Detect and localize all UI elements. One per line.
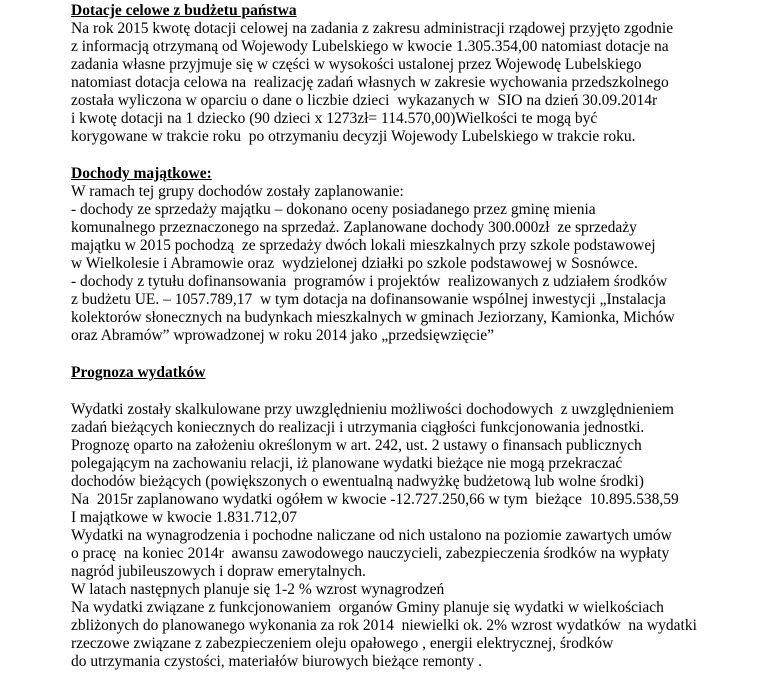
paragraph-line: do utrzymania czystości, materiałów biurowych bieżące remonty . bbox=[71, 653, 483, 670]
paragraph-line: Wydatki na wynagrodzenia i pochodne naliczane od nich ustalono na poziomie zawartych umów bbox=[71, 527, 672, 544]
paragraph-line: kolektorów słonecznych na budynkach mieszkalnych w gminach Jeziorzany, Kamionka, Michów bbox=[71, 309, 675, 326]
paragraph-line: zadań bieżących koniecznych do realizacji i utrzymania ciągłości funkcjonowania jednostki. bbox=[71, 419, 645, 436]
paragraph-line: polegającym na zachowaniu relacji, iż planowane wydatki bieżące nie mogą przekraczać bbox=[71, 455, 623, 472]
paragraph-line: została wyliczona w oparciu o dane o liczbie dzieci wykazanych w SIO na dzień 30.09.2014r bbox=[71, 92, 658, 109]
paragraph-line: oraz Abramów” wprowadzonej w roku 2014 jako „przedsięwzięcie” bbox=[71, 327, 495, 344]
paragraph-line: komunalnego przeznaczonego na sprzedaż. Zaplanowane dochody 300.000zł ze sprzedaży bbox=[71, 219, 637, 236]
paragraph-line: i kwotę dotacji na 1 dziecko (90 dzieci x 1273zł= 114.570,00)Wielkości te mogą być bbox=[71, 110, 598, 127]
paragraph-line: Na wydatki związane z funkcjonowaniem organów Gminy planuje się wydatki w wielkościach bbox=[71, 599, 664, 616]
paragraph-line: majątku w 2015 pochodzą ze sprzedaży dwóch lokali mieszkalnych przy szkole podstawowej bbox=[71, 237, 656, 254]
heading-dochody-majatkowe: Dochody majątkowe: bbox=[71, 165, 212, 182]
paragraph-line: Prognozę oparto na założeniu określonym w art. 242, ust. 2 ustawy o finansach publicznych bbox=[71, 437, 642, 454]
paragraph-line: w Wielkolesie i Abramowie oraz wydzielonej działki po szkole podstawowej w Sosnówce. bbox=[71, 255, 638, 272]
paragraph-line: z informacją otrzymaną od Wojewody Lubelskiego w kwocie 1.305.354,00 natomiast dotacje na bbox=[71, 38, 669, 55]
paragraph-line: o pracę na koniec 2014r awansu zawodowego nauczycieli, zabezpieczenia środków na wypłaty bbox=[71, 545, 670, 562]
paragraph-line: rzeczowe związane z zabezpieczeniem oleju opałowego , energii elektrycznej, środków bbox=[71, 635, 614, 652]
paragraph-line: W ramach tej grupy dochodów zostały zaplanowanie: bbox=[71, 183, 404, 200]
paragraph-line: Na 2015r zaplanowano wydatki ogółem w kwocie -12.727.250,66 w tym bieżące 10.895.538,59 bbox=[71, 491, 679, 508]
paragraph-line: Wydatki zostały skalkulowane przy uwzględnieniu możliwości dochodowych z uwzględnieniem bbox=[71, 401, 674, 418]
paragraph-line: zadania własne przyjmuje się w części w wysokości ustalonej przez Wojewodę Lubelskiego bbox=[71, 56, 642, 73]
paragraph-line: - dochody z tytułu dofinansowania programów i projektów realizowanych z udziałem środków bbox=[71, 273, 668, 290]
paragraph-line: z budżetu UE. – 1057.789,17 w tym dotacja na dofinansowanie wspólnej inwestycji „Instalacja bbox=[71, 291, 666, 308]
heading-prognoza-wydatkow: Prognoza wydatków bbox=[71, 364, 206, 381]
paragraph-line: zbliżonych do planowanego wykonania za rok 2014 niewielki ok. 2% wzrost wydatków na wydatki bbox=[71, 617, 697, 634]
paragraph-line: dochodów bieżących (powiększonych o ewentualną nadwyżkę budżetową lub wolne środki) bbox=[71, 473, 644, 490]
paragraph-line: Na rok 2015 kwotę dotacji celowej na zadania z zakresu administracji rządowej przyjęto zgodnie bbox=[71, 20, 674, 37]
paragraph-line: natomiast dotacja celowa na realizację zadań własnych w zakresie wychowania przedszkolnego bbox=[71, 74, 669, 91]
paragraph-line: nagród jubileuszowych i dopraw emerytalnych. bbox=[71, 563, 366, 580]
paragraph-line: I majątkowe w kwocie 1.831.712,07 bbox=[71, 509, 297, 526]
paragraph-line: W latach następnych planuje się 1-2 % wzrost wynagrodzeń bbox=[71, 581, 445, 598]
paragraph-line: - dochody ze sprzedaży majątku – dokonano oceny posiadanego przez gminę mienia bbox=[71, 201, 596, 218]
paragraph-line: korygowane w trakcie roku po otrzymaniu decyzji Wojewody Lubelskiego w trakcie roku. bbox=[71, 128, 636, 145]
heading-dotacje-celowe: Dotacje celowe z budżetu państwa bbox=[71, 2, 297, 19]
